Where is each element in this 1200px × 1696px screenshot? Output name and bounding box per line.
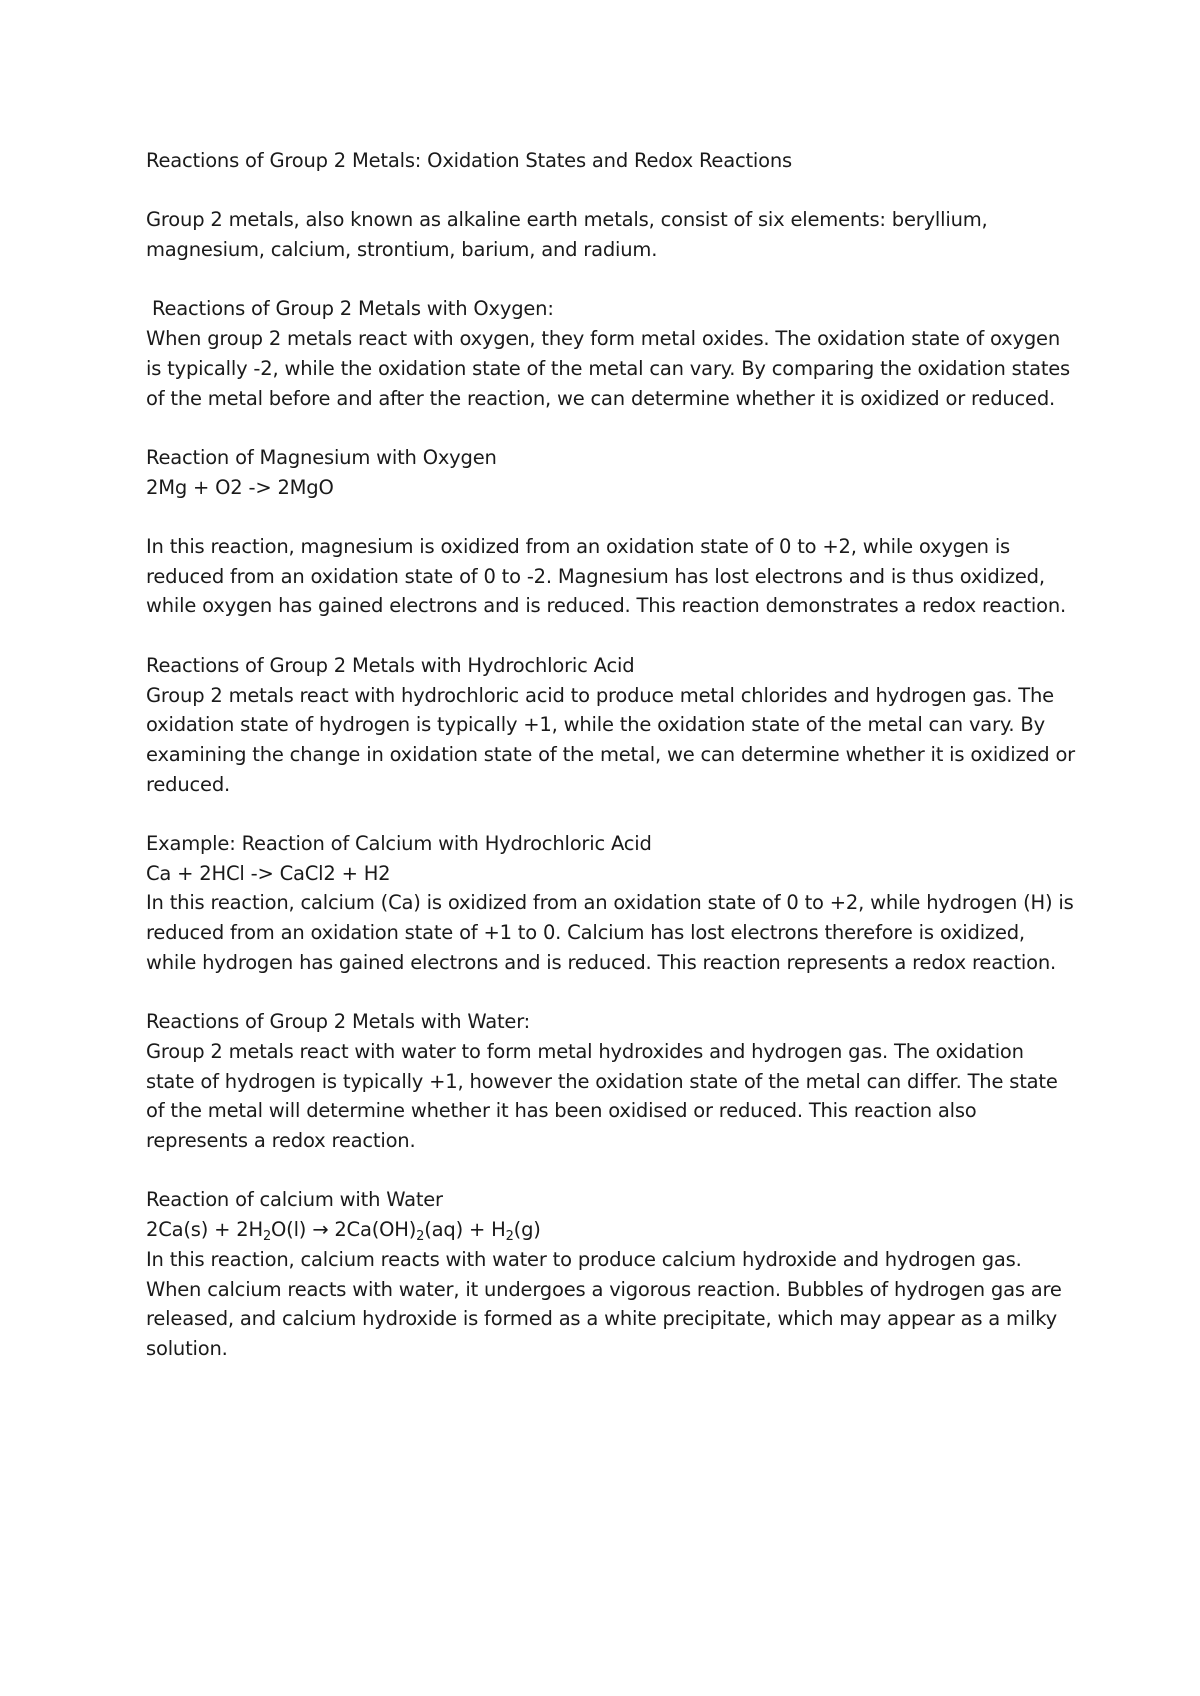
spacer [146, 1156, 1076, 1186]
subscript: 2 [416, 1229, 425, 1245]
acid-section-heading: Reactions of Group 2 Metals with Hydrochloric Acid [146, 653, 635, 677]
water-section-heading: Reactions of Group 2 Metals with Water: [146, 1010, 531, 1034]
calcium-acid-explanation: In this reaction, calcium (Ca) is oxidized from an oxidation state of 0 to +2, while hydrogen (H) is reduced from an oxidation state of +1 to 0. Calcium has lost electrons therefore is oxidized, while hydrogen has gained electrons and is reduced. This reaction represents a redox reaction. [146, 891, 1074, 974]
oxygen-section-heading: Reactions of Group 2 Metals with Oxygen: [146, 297, 554, 321]
acid-section-body: Group 2 metals react with hydrochloric acid to produce metal chlorides and hydrogen gas. The oxidation state of hydrogen is typically +1, while the oxidation state of the metal can vary. By examining the change in oxidation state of the metal, we can determine whether it is oxidized or reduced. [146, 683, 1075, 796]
magnesium-example-heading: Reaction of Magnesium with Oxygen [146, 445, 497, 469]
water-section-body: Group 2 metals react with water to form metal hydroxides and hydrogen gas. The oxidation state of hydrogen is typically +1, however the oxidation state of the metal can differ. The state of the metal will determine whether it has been oxidised or reduced. This reaction also represents a redox reaction. [146, 1039, 1058, 1153]
spacer [146, 978, 1076, 1008]
equation-part: (aq) + H [424, 1218, 506, 1242]
spacer [146, 265, 1076, 295]
equation-part: 2Ca(s) + 2H [146, 1218, 263, 1242]
calcium-water-explanation: In this reaction, calcium reacts with water to produce calcium hydroxide and hydrogen gas. When calcium reacts with water, it undergoes a vigorous reaction. Bubbles of hydrogen gas are released, and calcium hydroxide is formed as a white precipitate, which may appear as a milky solution. [146, 1247, 1062, 1360]
calcium-acid-heading: Example: Reaction of Calcium with Hydrochloric Acid [146, 832, 652, 856]
spacer [146, 502, 1076, 532]
document-body [146, 146, 1076, 1364]
subscript: 2 [262, 1229, 272, 1245]
intro-paragraph: Group 2 metals, also known as alkaline earth metals, consist of six elements: beryllium, magnesium, calcium, strontium, barium, and radium. [146, 208, 988, 262]
equation-part: O(l) → 2Ca(OH) [271, 1218, 417, 1242]
subscript: 2 [505, 1229, 514, 1245]
calcium-acid-equation: Ca + 2HCl -> CaCl2 + H2 [146, 861, 391, 885]
calcium-water-heading: Reaction of calcium with Water [146, 1188, 443, 1212]
spacer [146, 621, 1076, 651]
equation-part: (g) [513, 1218, 541, 1242]
calcium-water-equation [146, 1215, 1076, 1245]
spacer [146, 799, 1076, 829]
oxygen-section-body: When group 2 metals react with oxygen, they form metal oxides. The oxidation state of oxygen is typically -2, while the oxidation state of the metal can vary. By comparing the oxidation states of the metal before and after the reaction, we can determine whether it is oxidized or reduced. [146, 327, 1071, 410]
magnesium-equation: 2Mg + O2 -> 2MgO [146, 475, 334, 499]
spacer [146, 176, 1076, 206]
document-title: Reactions of Group 2 Metals: Oxidation States and Redox Reactions [146, 149, 792, 172]
spacer [146, 413, 1076, 443]
magnesium-explanation: In this reaction, magnesium is oxidized from an oxidation state of 0 to +2, while oxygen is reduced from an oxidation state of 0 to -2. Magnesium has lost electrons and is thus oxidized, while oxygen has gained electrons and is reduced. This reaction demonstrates a redox reaction. [146, 535, 1066, 618]
